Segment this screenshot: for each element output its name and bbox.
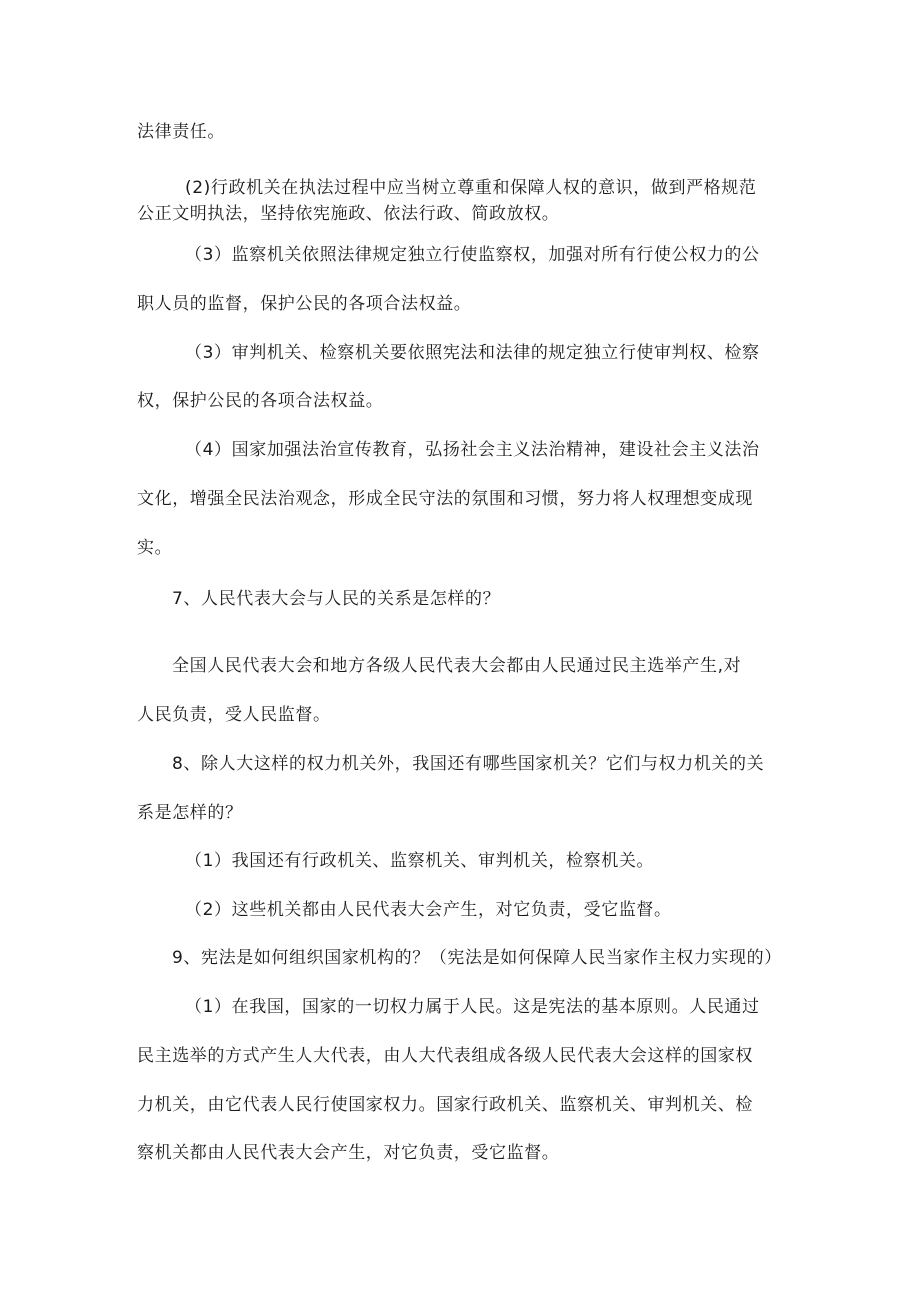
text-line: 人民负责，受人民监督。: [137, 705, 331, 725]
text-line: （3）监察机关依照法律规定独立行使监察权，加强对所有行使公权力的公: [185, 245, 760, 265]
text-line: （1）我国还有行政机关、监察机关、审判机关，检察机关。: [185, 851, 655, 871]
text-line: 力机关，由它代表人民行使国家权力。国家行政机关、监察机关、审判机关、检: [137, 1095, 753, 1115]
text-line: 实。: [137, 538, 173, 558]
question-heading: 8、除人大这样的权力机关外，我国还有哪些国家机关？它们与权力机关的关: [172, 754, 765, 774]
text-line: 察机关都由人民代表大会产生，对它负责，受它监督。: [137, 1143, 560, 1163]
text-line: （2）这些机关都由人民代表大会产生，对它负责，受它监督。: [185, 900, 672, 920]
text-line: （1）在我国，国家的一切权力属于人民。这是宪法的基本原则。人民通过: [185, 997, 760, 1017]
text-line: 全国人民代表大会和地方各级人民代表大会都由人民通过民主选举产生,对: [172, 656, 742, 676]
text-line: 职人员的监督，保护公民的各项合法权益。: [137, 294, 472, 314]
question-heading: 系是怎样的？: [137, 803, 243, 823]
text-line: 文化，增强全民法治观念，形成全民守法的氛围和习惯，努力将人权理想变成现: [137, 489, 753, 509]
question-heading: 7、人民代表大会与人民的关系是怎样的？: [172, 589, 501, 609]
text-line: (2)行政机关在执法过程中应当树立尊重和保障人权的意识，做到严格规范: [185, 178, 757, 198]
text-line: （4）国家加强法治宣传教育，弘扬社会主义法治精神，建设社会主义法治: [185, 440, 760, 460]
text-line: （3）审判机关、检察机关要依照宪法和法律的规定独立行使审判权、检察: [185, 343, 760, 363]
text-line: 公正文明执法，坚持依宪施政、依法行政、简政放权。: [137, 204, 560, 224]
text-line: 民主选举的方式产生人大代表，由人大代表组成各级人民代表大会这样的国家权: [137, 1046, 753, 1066]
text-line: 法律责任。: [137, 122, 225, 142]
text-line: 权，保护公民的各项合法权益。: [137, 391, 384, 411]
question-heading: 9、宪法是如何组织国家机构的？（宪法是如何保障人民当家作主权力实现的）: [172, 948, 782, 968]
